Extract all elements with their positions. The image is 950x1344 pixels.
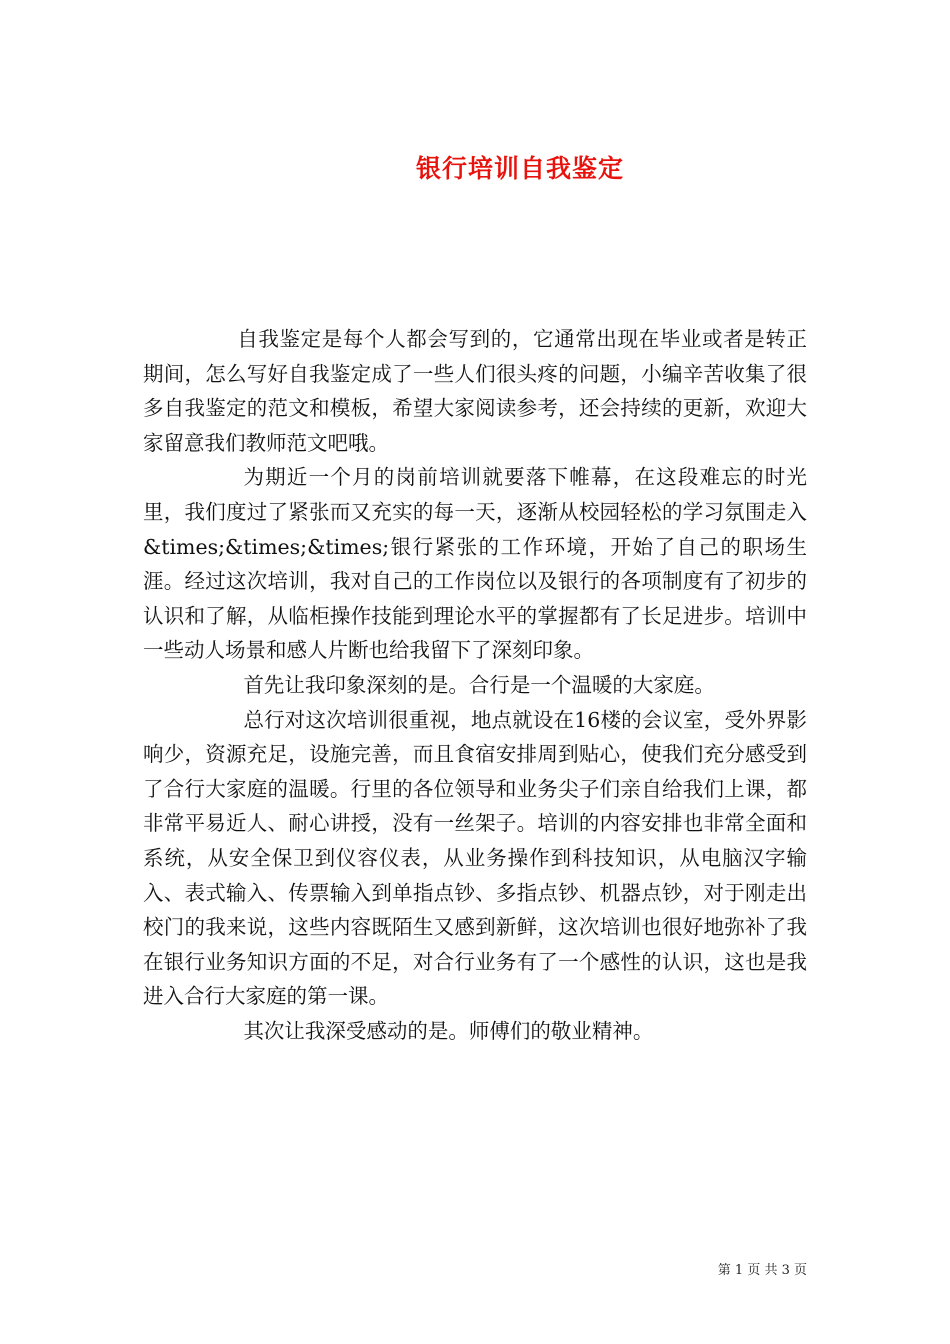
- paragraph-head-office: 总行对这次培训很重视，地点就设在16楼的会议室，受外界影响少，资源充足，设施完善，而且食宿安排周到贴心，使我们充分感受到了合行大家庭的温暖。行里的各位领导和业务尖子们亲自给我们上课，都非常平易近人、耐心讲授，没有一丝架子。培训的内容安排也非常全面和系统，从安全保卫到仪容仪表，从业务操作到科技知识，从电脑汉字输入、表式输入、传票输入到单指点钞、多指点钞、机器点钞，对于刚走出校门的我来说，这些内容既陌生又感到新鲜，这次培训也很好地弥补了我在银行业务知识方面的不足，对合行业务有了一个感性的认识，这也是我进入合行大家庭的第一课。: [143, 707, 807, 1009]
- paragraph-intro: 自我鉴定是每个人都会写到的，它通常出现在毕业或者是转正期间，怎么写好自我鉴定成了一些人们很头疼的问题，小编辛苦收集了很多自我鉴定的范文和模板，希望大家阅读参考，还会持续的更新，欢迎大家留意我们教师范文吧哦。: [143, 327, 807, 455]
- document-body: [143, 322, 807, 1048]
- page-title: 银行培训自我鉴定: [415, 153, 624, 183]
- page-number: 第 1 页 共 3 页: [717, 1263, 807, 1278]
- paragraph-first-impression: 首先让我印象深刻的是。合行是一个温暖的大家庭。: [243, 672, 715, 697]
- paragraph-training: 为期近一个月的岗前培训就要落下帷幕，在这段难忘的时光里，我们度过了紧张而又充实的每一天，逐渐从校园轻松的学习氛围走入&times;&times;&times;银行紧张的工作环境，开始了自己的职场生涯。经过这次培训，我对自己的工作岗位以及银行的各项制度有了初步的认识和了解，从临柜操作技能到理论水平的掌握都有了长足进步。培训中一些动人场景和感人片断也给我留下了深刻印象。: [143, 465, 807, 663]
- paragraph-second-impression: 其次让我深受感动的是。师傅们的敬业精神。: [243, 1018, 654, 1043]
